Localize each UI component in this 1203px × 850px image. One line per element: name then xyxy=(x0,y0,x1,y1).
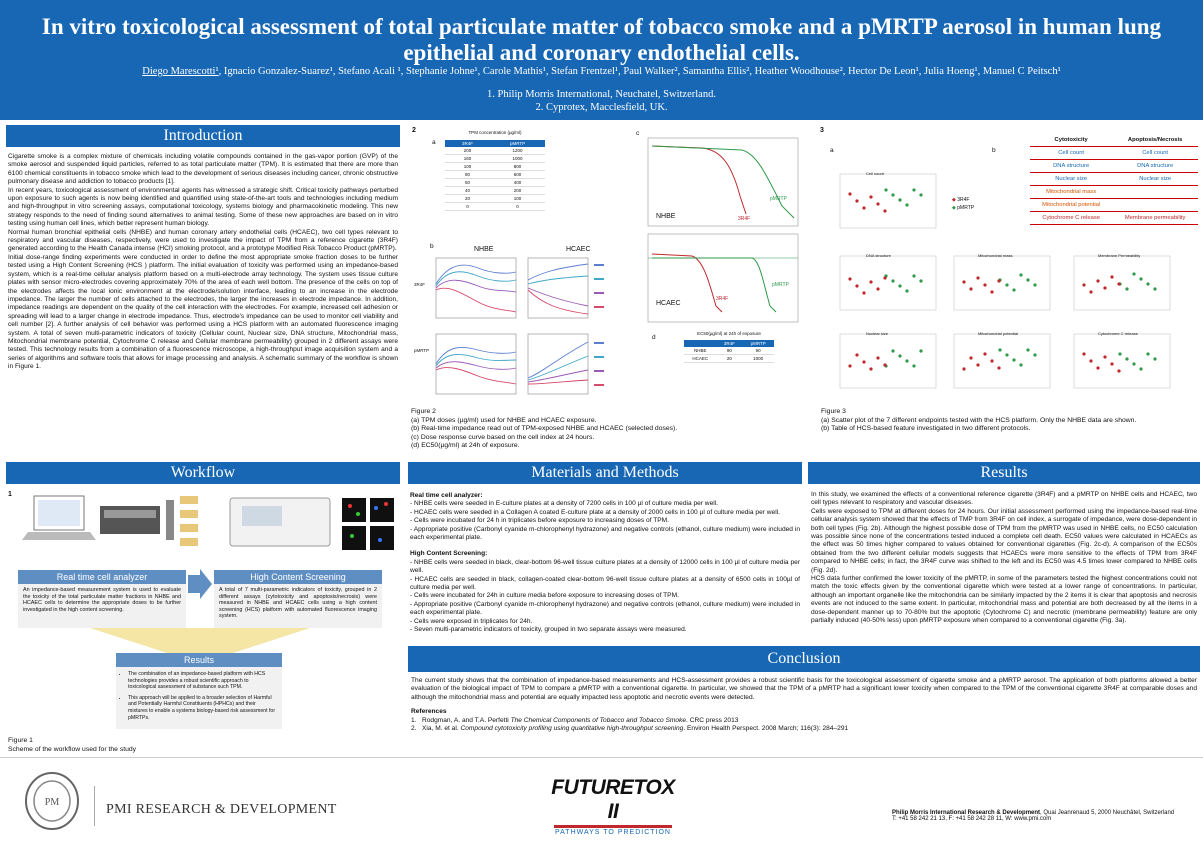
scatter-point xyxy=(848,364,851,367)
footer-address xyxy=(892,810,1197,822)
conclusion-text: The current study shows that the combination of impedance-based measurements and HCS-assessment provides a robust scientific basis for the toxicological assessment of cigarette smoke and a pMRTP aerosol. The application of both platforms allowed a better evaluation of the biological impact of TPM to compare a pMRTP with a conventional cigarette. In particular, we showed that the TPM of a pMRTP had a significant lower toxicity when compared to the TPM of the conventional cigarette 3R4F at comparable doses and although the mitochondrial mass and potential are equally impacted less apoptotic and necrotic events were detected. xyxy=(411,677,1197,701)
scatter-title: Mitochondrial potential xyxy=(978,331,1019,336)
affiliation: 2. Cyprotex, Macclesfield, UK. xyxy=(535,102,668,113)
tpm-cell: 40 xyxy=(445,187,490,195)
tpm-cell: 20 xyxy=(445,195,490,203)
scatter-point xyxy=(962,367,965,370)
methods-item: - Cells were incubated for 24 h in triplicates before exposure to increasing doses of TPM. xyxy=(410,517,669,525)
methods-item: - Cells were exposed in triplicates for 24h. xyxy=(410,617,533,625)
scatter-point xyxy=(862,206,865,209)
scatter-point xyxy=(1146,352,1149,355)
dose-response-hcaec xyxy=(648,234,798,322)
scatter-point xyxy=(883,209,886,212)
feature-cell: Nuclear size xyxy=(1112,173,1198,186)
tpm-cell: 200 xyxy=(490,187,545,195)
scatter-point xyxy=(848,192,851,195)
contact-line: T: +41 58 242 21 13, F: +41 58 242 28 11, W: www.pmi.com xyxy=(892,816,1052,822)
scatter-point xyxy=(1132,272,1135,275)
title-banner xyxy=(0,0,1203,120)
impedance-plot-nhbe-3r4f xyxy=(436,258,516,318)
scatter-legend-pmrtp: ◆ pMRTP xyxy=(952,205,975,211)
impedance-row-label: pMRTP xyxy=(414,348,430,353)
scatter-panel xyxy=(1074,334,1170,388)
scatter-panel xyxy=(1074,256,1170,310)
hcs-instrument-icon xyxy=(230,498,330,546)
ref-number: 1. xyxy=(411,716,417,724)
feature-cell: Cell count xyxy=(1112,147,1198,160)
curve-label-3r4f: 3R4F xyxy=(716,296,729,302)
scatter-point xyxy=(891,349,894,352)
intro-paragraph: Cigarette smoke is a complex mixture of chemicals including volatile compounds contained in the gas-vapor portion (GVP) of the smoke aerosol and suspended liquid particles, referred to as total particulate matter (TPM). It is estimated that there are more than 6100 chemical constituents in tobacco smoke which lead to the development of serious diseases including cancer, chronic obstructive pulmonary disease and addiction to tobacco products [1]. xyxy=(8,153,398,186)
tpm-header: pMRTP xyxy=(490,140,545,147)
results-paragraph: Cells were exposed to TPM at different doses for 24 hours. Our initial assessment performed using the impedance-based real-time cellular analysis system showed that the effects of TMP from 3R4F on cell index, a surrogate of impedance, were dose-dependent in both cell types (Fig. 2b). Although the highest possible dose of TPM from the pMRTP was used in NHBE cells, no EC50 calculation was possible since none of the concentrations tested induced a complete cell death. EC50 values were calculated in HCAECs as the effect was 50 times higher compared to values obtained for conventional cigarettes (Fig. 2c-d). A comparison of the EC50s obtained from the two different cellular models suggests that HCAECs were more sensitive to the effects of TPM from 3R4F compared to NHBE cells; in fact, the 3R4F curve was shifted to the left and its EC50 was 4.5 times lower compared to NHBE cells (Fig. 2d). xyxy=(811,507,1197,574)
scatter-point xyxy=(1005,353,1008,356)
scatter-point xyxy=(1005,283,1008,286)
rtca-heading: Real time cell analyzer xyxy=(18,570,186,584)
scatter-point xyxy=(1117,282,1120,285)
scatter-point xyxy=(1125,287,1128,290)
scatter-title: Nuclear size xyxy=(866,331,889,336)
scatter-point xyxy=(855,199,858,202)
scatter-point xyxy=(1153,357,1156,360)
scatter-title: Cell count xyxy=(866,171,884,176)
scatter-point xyxy=(1082,352,1085,355)
tpm-dose-table xyxy=(445,130,545,211)
author: Paul Walker² xyxy=(623,66,678,77)
results-body xyxy=(811,491,1197,626)
author: Manuel C Peitsch¹ xyxy=(982,66,1061,77)
workflow-heading: Workflow xyxy=(6,462,400,484)
ec50-cell: 90 xyxy=(742,347,774,355)
scatter-point xyxy=(969,356,972,359)
scatter-point xyxy=(905,359,908,362)
tpm-cell: 600 xyxy=(490,171,545,179)
tpm-cell: 0 xyxy=(445,203,490,211)
tpm-table-title: TPM concentration (µg/ml) xyxy=(468,130,522,135)
fig3-panel-b-label: b xyxy=(992,147,996,154)
scatter-point xyxy=(1033,353,1036,356)
scatter-point xyxy=(912,364,915,367)
scatter-point xyxy=(1089,290,1092,293)
scatter-point xyxy=(848,277,851,280)
scatter-point xyxy=(998,348,1001,351)
futuretox-logo xyxy=(548,776,678,836)
methods-item: - NHBE cells were seeded in E-culture plates at a density of 7200 cells in 100 µl of culture media per well. xyxy=(410,500,718,508)
caption-line: (b) Table of HCS-based feature investigated in two different protocols. xyxy=(821,425,1031,432)
feature-cell xyxy=(1112,199,1198,212)
scatter-point xyxy=(912,274,915,277)
scatter-point xyxy=(876,287,879,290)
feature-cell: Cell count xyxy=(1030,147,1112,160)
figure1-number: 1 xyxy=(8,491,12,498)
methods-item: - NHBE cells were seeded in black, clear-bottom 96-well tissue culture plates at a density of 12000 cells in 100 µl of culture media per well. xyxy=(410,558,800,575)
scatter-point xyxy=(976,276,979,279)
workflow-illustration xyxy=(20,490,400,568)
figure3-number: 3 xyxy=(820,127,824,134)
caption-line: (a) TPM doses (µg/ml) used for NHBE and HCAEC exposure. xyxy=(411,416,597,424)
scatter-point xyxy=(1096,279,1099,282)
scatter-point xyxy=(1103,355,1106,358)
scatter-point xyxy=(855,284,858,287)
scatter-point xyxy=(997,279,1000,282)
impedance-plot-hcaec-3r4f xyxy=(528,258,588,318)
impedance-plot-hcaec-pmrtp xyxy=(528,334,588,394)
scatter-point xyxy=(1110,362,1113,365)
methods-item: - Appropriate positive (Carbonyl cyanide m-chlorophenyl hydrazone) and negative controls (ethanol, culture medium) were included in each experimental plate. xyxy=(410,525,800,542)
methods-item: - Cells were incubated for 24h in culture media before exposure to increasing doses of TPM. xyxy=(410,592,679,600)
tpm-cell: 800 xyxy=(490,163,545,171)
scatter-point xyxy=(1033,283,1036,286)
introduction-body xyxy=(8,153,398,372)
author: Samantha Ellis² xyxy=(682,66,750,77)
scatter-point xyxy=(1125,357,1128,360)
address-org: Philip Morris International Research & Development xyxy=(892,810,1041,816)
ec50-cell: 1000 xyxy=(742,355,774,363)
scatter-point xyxy=(976,363,979,366)
scatter-point xyxy=(1012,358,1015,361)
scatter-point xyxy=(919,349,922,352)
ref-number: 2. xyxy=(411,725,417,733)
scatter-panel xyxy=(954,334,1050,388)
legend-label: 3R4F xyxy=(957,197,970,203)
fig2-panel-c-label: c xyxy=(636,130,640,137)
pmi-crest-logo xyxy=(22,770,82,832)
tpm-cell: 1200 xyxy=(490,147,545,155)
ec50-cell: NHBE xyxy=(684,347,716,355)
feature-cell: Nuclear size xyxy=(1030,173,1112,186)
scatter-point xyxy=(862,360,865,363)
scatter-point xyxy=(884,188,887,191)
futuretox-tagline: PATHWAYS TO PREDICTION xyxy=(555,829,671,836)
author: Julia Hoeng¹ xyxy=(924,66,978,77)
workflow-results-box xyxy=(116,653,282,729)
scatter-point xyxy=(1096,366,1099,369)
impedance-legend xyxy=(594,264,604,386)
poster-title: In vitro toxicological assessment of total particulate matter of tobacco smoke and a pMRTP aerosol in human lung epithelial and coronary endothelial cells. xyxy=(41,14,1162,65)
results-heading: Results xyxy=(808,462,1200,484)
results-paragraph: In this study, we examined the effects of a conventional reference cigarette (3R4F) and a pMRTP on NHBE cells and HCAEC, two cell types relevant to respiratory and vascular diseases. xyxy=(811,491,1197,507)
ref-title: Compound cytotoxicity profiling using quantitative high-throughput screening xyxy=(460,725,684,733)
rtca-text: An impedance-based measurement system is used to evaluate the toxicity of the total particulate matter fractions in NHBE and HCAEC cells to determine the appropriate doses to be further investigated in the high content screening. xyxy=(23,587,181,613)
author: Stephanie Johne¹ xyxy=(405,66,478,77)
scatter-point xyxy=(905,289,908,292)
affiliations xyxy=(0,88,1203,114)
dose-response-nhbe-label: NHBE xyxy=(656,213,676,220)
svg-text:PM: PM xyxy=(44,797,60,808)
funnel-shape xyxy=(90,628,310,654)
feature-cell: Mitochondrial mass xyxy=(1030,186,1112,199)
scatter-point xyxy=(983,283,986,286)
footer-divider xyxy=(0,757,1203,758)
ec50-table xyxy=(684,340,774,363)
tpm-table xyxy=(445,140,545,211)
ref-text: . Environ Health Perspect. 2008 March; 116(3): 284–291 xyxy=(683,725,849,733)
rtca-box xyxy=(18,570,186,628)
tpm-header: 3R4F xyxy=(445,140,490,147)
scatter-point xyxy=(983,352,986,355)
scatter-point xyxy=(905,203,908,206)
affiliation: 1. Philip Morris International, Neuchatel, Switzerland. xyxy=(487,89,716,100)
arrow-right-icon xyxy=(188,569,212,599)
scatter-point xyxy=(1118,352,1121,355)
methods-heading: Materials and Methods xyxy=(408,462,802,484)
scatter-title: DNA structure xyxy=(866,253,891,258)
caption-line: (b) Real-time impedance read out of TPM-exposed NHBE and HCAEC (selected doses). xyxy=(411,425,678,432)
hcs-box xyxy=(214,570,382,628)
scatter-point xyxy=(883,276,886,279)
conclusion-body xyxy=(411,677,1197,733)
scatter-point xyxy=(919,279,922,282)
impedance-nhbe-label: NHBE xyxy=(474,246,494,253)
futuretox-wordmark: FUTURETOX II xyxy=(551,776,675,823)
reference-item xyxy=(411,725,1197,733)
ref-text: . CRC press 2013 xyxy=(686,716,739,724)
methods-item: - HCAEC cells were seeded in a Collagen A coated E-culture plate at a density of 2000 cells in 100 µl of culture media per well. xyxy=(410,508,780,516)
author: Stefano Acali ¹ xyxy=(338,66,401,77)
scatter-point xyxy=(990,359,993,362)
legend-label: pMRTP xyxy=(957,205,975,211)
instrument-icon xyxy=(100,500,174,540)
scatter-point xyxy=(1110,275,1113,278)
ec50-header: 3R4F xyxy=(716,340,742,347)
methods-subtitle: Real time cell analyzer: xyxy=(410,492,483,499)
scatter-point xyxy=(919,193,922,196)
list-item: • This approach will be applied to a broader selection of Harmful and Potentially Harmful Constituents (HPHCs) and their mixtures to enable a systems biology-based risk assessment for pMRTPs. xyxy=(128,695,276,721)
feature-cell: Cytochrome C release xyxy=(1030,212,1112,225)
author: Ignacio Gonzalez-Suarez¹ xyxy=(223,66,333,77)
author: Hector De Leon¹ xyxy=(848,66,919,77)
plate-icons xyxy=(180,496,198,546)
impedance-row-label: 3R4F xyxy=(414,282,426,287)
workflow-results-list xyxy=(116,667,282,721)
tpm-cell: 1000 xyxy=(490,155,545,163)
scatter-point xyxy=(1082,283,1085,286)
scatter-point xyxy=(869,367,872,370)
scatter-point xyxy=(898,354,901,357)
ref-text: Rodgman, A. and T.A. Perfetti xyxy=(422,716,511,724)
scatter-point xyxy=(997,366,1000,369)
feature-cell: Membrane permeability xyxy=(1112,212,1198,225)
impedance-curves-figure xyxy=(428,254,630,402)
scatter-panel xyxy=(840,334,936,388)
ec50-table-title: EC50(µg/ml) at 24h of exposure xyxy=(697,331,761,336)
caption-title: Figure 3 xyxy=(821,408,846,415)
feature-table xyxy=(1030,134,1198,225)
scatter-title: Cytochrome C release xyxy=(1098,331,1138,336)
hcs-text: A total of 7 multi-parametric indicators of toxicity, grouped in 2 different assays (cytotoxicity and apoptosis/necrosis) were measured in NHBE and HCAEC cells using a high content screening (HCS) platform with automated fluorescence imaging system. xyxy=(219,587,377,620)
cell-image-icons xyxy=(342,498,394,550)
feature-cell xyxy=(1112,186,1198,199)
ec50-cell: 20 xyxy=(716,355,742,363)
references-title: References xyxy=(411,708,447,716)
ec50-cell: 90 xyxy=(716,347,742,355)
tpm-cell: 200 xyxy=(445,147,490,155)
scatter-point xyxy=(862,291,865,294)
feature-header: Apoptosis/Necrosis xyxy=(1112,134,1198,147)
figure1-caption xyxy=(8,737,136,754)
methods-subtitle: High Content Screening: xyxy=(410,550,488,558)
scatter-point xyxy=(1026,278,1029,281)
scatter-point xyxy=(891,193,894,196)
tpm-cell: 50 xyxy=(445,179,490,187)
conclusion-heading: Conclusion xyxy=(408,646,1200,672)
scatter-point xyxy=(962,280,965,283)
scatter-point xyxy=(990,290,993,293)
feature-cell: DNA structure xyxy=(1030,160,1112,173)
impedance-plot-nhbe-pmrtp xyxy=(436,334,516,394)
intro-paragraph: Initial dose-range finding experiments were conducted in order to define the most appropriate smoke fraction doses to be further tested using a High Content Screening (HCS ) platform. The initial evaluation of toxicity was performed using an impedance-based system, which is a real-time cellular analysis platform based on a multi-electrode array technology. The system uses tissue culture plates with sensor micro-electrodes covering approximately 70% of the area of each well bottom. The presence of the cells on top of the electrodes affects the local ionic environment at the electrode/solution interface, leading to an increase in the electrode impedance. The larger the number of cells attached to the electrodes, the larger the increases in electrode impedance. In addition, impedance readings are dependent on the quality of the cell interaction with the electrodes. For example, increased cell adhesion or spreading will lead to a larger change in electrode impedance. Thus, electrode's impedance can be used to monitor cell viability and cell number [2]. A further analysis of cell behavior was performed using a HCS platform with an automated fluorescence imaging system. A total of seven multi-parametric indicators of toxicity (Cellular count, Nuclear size, DNA structure, Mitochondrial mass, Mitochondrial membrane potential, Cytochrome C release and Cellular membrane permeability) grouped in 2 different assays were tested. This technology results from a combination of a fluorescence microscope, a high-throughput image acquisition system and a series of algorithms and software tools that allows for image processing and analysis. A schematic summary of the workflow is shown in Figure 1. xyxy=(8,253,398,371)
impedance-hcaec-label: HCAEC xyxy=(566,246,591,253)
scatter-panel xyxy=(840,174,936,228)
scatter-point xyxy=(876,202,879,205)
caption-line: Scheme of the workflow used for the study xyxy=(8,745,137,753)
methods-item: - Seven multi-parametric indicators of toxicity, grouped in two separate assays were measured. xyxy=(410,626,687,634)
address-text: , Quai Jeanrenaud 5, 2000 Neuchâtel, Switzerland xyxy=(1040,810,1175,816)
intro-paragraph: In recent years, toxicological assessment of environmental agents has witnessed a strategic shift. Critical toxicity pathways perturbed upon exposure to such agents is now being identified and quantified using state-of-the-art tools and technologies including medium and high-throughput in vitro screening assays, computational toxicology, systems biology and pharmacokinetic modeling. This new strategy responds to the need of finding sound alternatives to animal testing. Some of these new approaches are based on in vitro testing using human cell lines, which better represent human biology. xyxy=(8,186,398,228)
scatter-legend-3r4f: ◆ 3R4F xyxy=(952,197,970,203)
ref-title: The Chemical Components of Tobacco and Tobacco Smoke xyxy=(510,716,687,724)
author: Stefan Frentzel¹ xyxy=(551,66,619,77)
curve-label-3r4f: 3R4F xyxy=(738,216,751,222)
methods-item: - Appropriate positive (Carbonyl cyanide m-chlorophenyl hydrazone) and negative controls (ethanol, culture medium) were included in each experimental plate. xyxy=(410,600,800,617)
hcs-heading: High Content Screening xyxy=(214,570,382,584)
author: Diego Marescotti¹ xyxy=(142,66,219,77)
feature-cell: DNA structure xyxy=(1112,160,1198,173)
ec50-cell: HCAEC xyxy=(684,355,716,363)
tpm-cell: 0 xyxy=(490,203,545,211)
ec50-table-block xyxy=(684,331,774,363)
hcs-feature-table xyxy=(1030,134,1198,225)
caption-line: (a) Scatter plot of the 7 different endpoints tested with the HCS platform. Only the NHBE data are shown. xyxy=(821,416,1137,424)
methods-item: - HCAEC cells are seeded in black, collagen-coated clear-bottom 96-well tissue culture plates at a density of 6500 cells in 100µl of culture media per well. xyxy=(410,575,800,592)
scatter-point xyxy=(869,280,872,283)
tpm-cell: 100 xyxy=(445,163,490,171)
logo-divider xyxy=(94,786,95,826)
scatter-point xyxy=(1103,286,1106,289)
laptop-icon xyxy=(22,496,96,540)
scatter-point xyxy=(1132,362,1135,365)
tpm-cell: 400 xyxy=(490,179,545,187)
fig2-panel-a-label: a xyxy=(432,139,436,146)
curve-label-pmrtp: pMRTP xyxy=(772,282,789,288)
scatter-panel xyxy=(840,256,936,310)
scatter-point xyxy=(1117,369,1120,372)
tpm-cell: 100 xyxy=(490,195,545,203)
scatter-point xyxy=(1012,288,1015,291)
scatter-point xyxy=(855,353,858,356)
scatter-title: Mitochondrial mass xyxy=(978,253,1013,258)
scatter-point xyxy=(912,188,915,191)
scatter-point xyxy=(898,198,901,201)
scatter-point xyxy=(1019,363,1022,366)
author: Heather Woodhouse² xyxy=(754,66,843,77)
curve-label-pmrtp: pMRTP xyxy=(770,196,787,202)
workflow-results-heading: Results xyxy=(116,653,282,667)
fig2-panel-b-label: b xyxy=(430,243,434,250)
feature-cell: Mitochondrial potential xyxy=(1030,199,1112,212)
scatter-point xyxy=(1139,367,1142,370)
scatter-point xyxy=(1089,359,1092,362)
scatter-point xyxy=(876,356,879,359)
feature-header: Cytotoxicity xyxy=(1030,134,1112,147)
figure3-caption xyxy=(821,408,1199,434)
fig3-panel-a-label: a xyxy=(830,147,834,154)
ec50-header: pMRTP xyxy=(742,340,774,347)
caption-line: (d) EC50(µg/ml) at 24h of exposure. xyxy=(411,442,520,449)
list-item: • The combination of an impedance-based platform with HCS technologies provides a robust scientific approach to toxicological assessment of substance such TPM. xyxy=(128,671,276,691)
methods-body xyxy=(410,492,800,635)
scatter-point xyxy=(869,195,872,198)
scatter-point xyxy=(1146,282,1149,285)
scatter-point xyxy=(1019,273,1022,276)
reference-item xyxy=(411,717,1197,725)
scatter-point xyxy=(1026,348,1029,351)
scatter-point xyxy=(891,279,894,282)
tpm-cell: 160 xyxy=(445,155,490,163)
scatter-point xyxy=(1153,287,1156,290)
author: Carole Mathis¹ xyxy=(482,66,546,77)
pmi-rd-wordmark: PMI RESEARCH & DEVELOPMENT xyxy=(106,802,337,817)
intro-paragraph: Normal human bronchial epithelial cells (NHBE) and human coronary artery endothelial cells (HCAEC), two cell types relevant to respiratory and vascular diseases, respectively, were used to investigate the impact of TPM from a reference cigarette (3R4F) generated according to the Health Canada intense (HCI) smoking protocol, and a prototype Modified Risk Tobacco Product (pMRTP). xyxy=(8,228,398,253)
caption-title: Figure 1 xyxy=(8,737,33,744)
tpm-cell: 80 xyxy=(445,171,490,179)
figure2-number: 2 xyxy=(412,127,416,134)
scatter-panel xyxy=(954,256,1050,310)
author-list: Diego Marescotti¹, Ignacio Gonzalez-Suarez¹, Stefano Acali ¹, Stephanie Johne¹, Carole Mathis¹, Stefan Frentzel¹, Paul Walker², Samantha Ellis², Heather Woodhouse², Hector De Leon¹, Julia Hoeng¹, Manuel C Peitsch¹ xyxy=(142,66,1061,77)
caption-title: Figure 2 xyxy=(411,408,436,415)
results-paragraph: HCS data further confirmed the lower toxicity of the pMRTP, in some of the parameters tested the highest concentrations could not match the toxic effects given by the conventional cigarette which were tested at a lower range of concentrations. In particular, although an important organelle like the mitochondria can be similarly impacted by the 2 items it is clear that apoptosis and necrosis events are not induced to the same extent. In particular, mitochondrial mass and potential are both decreased by all the items in a dose-dependent manner up to 70-80% but the apoptotic (Cytochrome C) and necrotic (membrane permeability) feature are only partially induced (40-50% less) upon pMRTP exposure when compared to a conventional cigarette (Fig. 3a). xyxy=(811,575,1197,625)
scatter-point xyxy=(969,287,972,290)
caption-line: (c) Dose response curve based on the cell index at 24 hours. xyxy=(411,433,595,441)
figure2-caption xyxy=(411,408,801,451)
scatter-point xyxy=(883,363,886,366)
scatter-point xyxy=(1139,277,1142,280)
scatter-title: Membrane Permeability xyxy=(1098,253,1141,258)
dose-response-hcaec-label: HCAEC xyxy=(656,300,681,307)
introduction-heading: Introduction xyxy=(6,125,400,147)
scatter-point xyxy=(898,284,901,287)
ec50-header xyxy=(684,340,716,347)
ref-text: Xia, M. et al. xyxy=(422,725,461,733)
fig2-panel-d-label: d xyxy=(652,334,656,341)
